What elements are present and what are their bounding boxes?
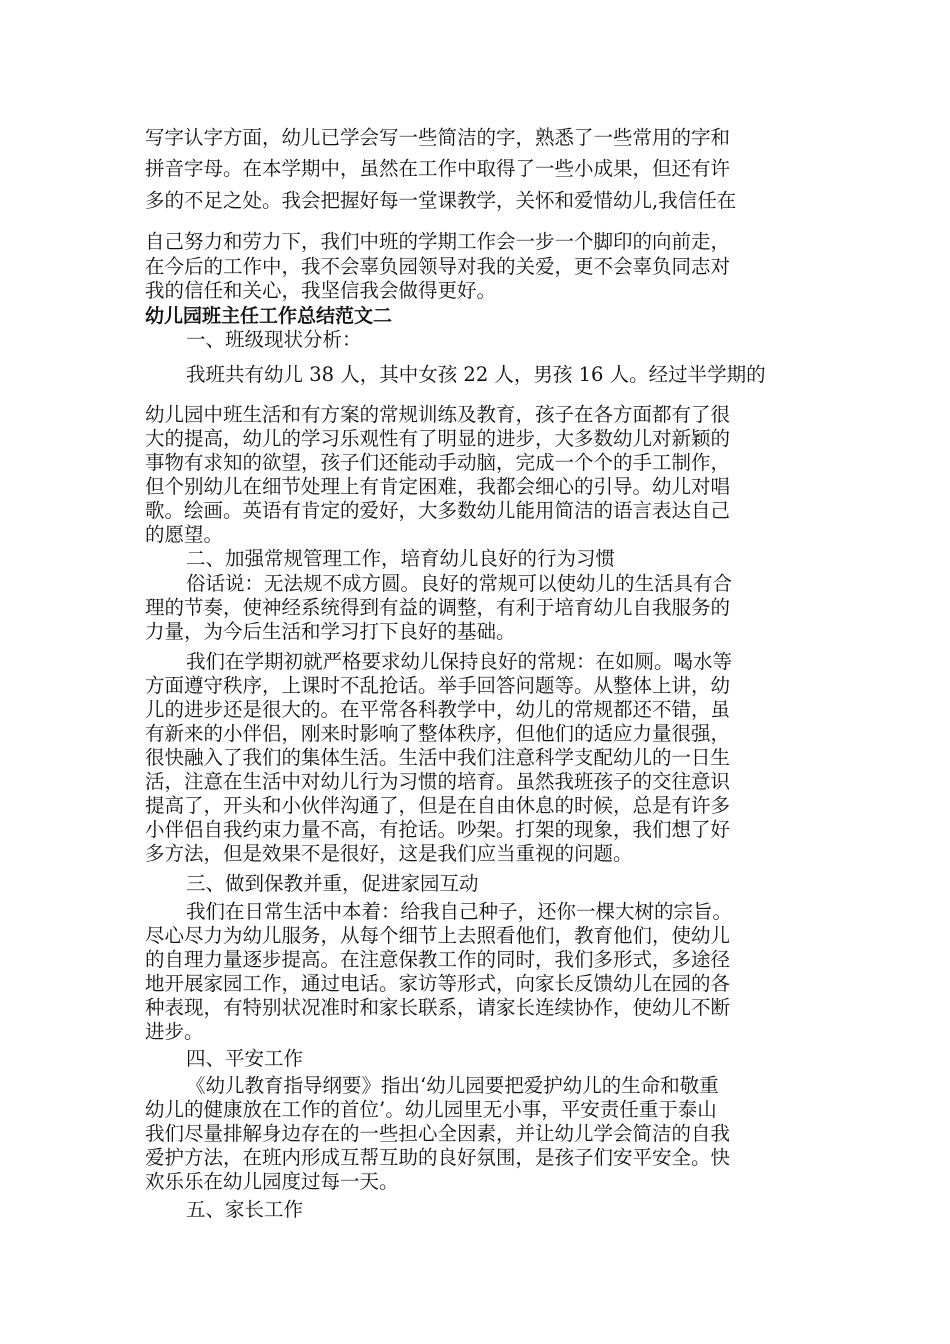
section-heading: 三、做到保教并重，促进家园互动: [186, 872, 479, 895]
text-line: 我们在学期初就严格要求幼儿保持良好的常规：在如厕。喝水等: [186, 650, 733, 673]
section-heading: 五、家长工作: [186, 1198, 304, 1221]
text-line: 我的信任和关心，我坚信我会做得更好。: [145, 279, 497, 302]
text-line: 自己努力和劳力下，我们中班的学期工作会一步一个脚印的向前走，: [145, 230, 731, 253]
text-line: 力量，为今后生活和学习打下良好的基础。: [145, 620, 516, 643]
section-heading: 四、平安工作: [186, 1047, 304, 1070]
text-line: 有新来的小伴侣，刚来时影响了整体秩序，但他们的适应力量很强，: [145, 722, 731, 745]
text-line: 很快融入了我们的集体生活。生活中我们注意科学支配幼儿的一日生: [145, 746, 731, 769]
text-line: 提高了，开头和小伙伴沟通了，但是在自由休息的时候，总是有许多: [145, 794, 731, 817]
text-line: 幼儿园中班生活和有方案的常规训练及教育，孩子在各方面都有了很: [145, 403, 731, 426]
text-line: 但个别幼儿在细节处理上有肯定困难，我都会细心的引导。幼儿对唱: [145, 475, 731, 498]
text-line: 种表现，有特别状况准时和家长联系，请家长连续协作，使幼儿不断: [145, 996, 731, 1019]
text-line: 小伴侣自我约束力量不高，有抢话。吵架。打架的现象，我们想了好: [145, 818, 731, 841]
section-heading: 一、班级现状分析：: [186, 328, 362, 351]
text-line: 进步。: [145, 1020, 204, 1043]
section-title: 幼儿园班主任工作总结范文二: [145, 305, 393, 327]
text-line: 地开展家园工作，通过电话。家访等形式，向家长反馈幼儿在园的各: [145, 972, 731, 995]
section-heading: 二、加强常规管理工作，培育幼儿良好的行为习惯: [186, 547, 616, 570]
text-line: 欢乐乐在幼儿园度过每一天。: [145, 1170, 399, 1193]
text-line: 在今后的工作中，我不会辜负园领导对我的关爱，更不会辜负同志对: [145, 255, 731, 278]
text-line: 的自理力量逐步提高。在注意保教工作的同时，我们多形式，多途径: [145, 948, 731, 971]
text-line: 歌。绘画。英语有肯定的爱好，大多数幼儿能用简洁的语言表达自己: [145, 499, 731, 522]
text-line: 事物有求知的欲望，孩子们还能动手动脑，完成一个个的手工制作，: [145, 451, 731, 474]
text-line: 儿的进步还是很大的。在平常各科教学中，幼儿的常规都还不错，虽: [145, 698, 731, 721]
text-line: 俗话说：无法规不成方圆。良好的常规可以使幼儿的生活具有合: [186, 572, 733, 595]
text-line: 的愿望。: [145, 523, 224, 546]
text-line: 爱护方法，在班内形成互帮互助的良好氛围，是孩子们安平安全。快: [145, 1146, 731, 1169]
text-line: 理的节奏，使神经系统得到有益的调整，有利于培育幼儿自我服务的: [145, 596, 731, 619]
text-line: 《幼儿教育指导纲要》指出‘幼儿园要把爱护幼儿的生命和敬重: [186, 1074, 719, 1097]
text-line: 幼儿的健康放在工作的首位’。幼儿园里无小事，平安责任重于泰山: [145, 1098, 717, 1121]
text-line: 写字认字方面，幼儿已学会写一些简洁的字，熟悉了一些常用的字和: [145, 126, 731, 149]
text-line: 我们在日常生活中本着：给我自己种子，还你一棵大树的宗旨。: [186, 900, 733, 923]
text-line: 活，注意在生活中对幼儿行为习惯的培育。虽然我班孩子的交往意识: [145, 770, 731, 793]
text-line: 方面遵守秩序，上课时不乱抢话。举手回答问题等。从整体上讲，幼: [145, 674, 731, 697]
text-line: 大的提高，幼儿的学习乐观性有了明显的进步，大多数幼儿对新颖的: [145, 427, 731, 450]
text-line: 尽心尽力为幼儿服务，从每个细节上去照看他们，教育他们，使幼儿: [145, 924, 731, 947]
text-line: 我班共有幼儿 38 人，其中女孩 22 人，男孩 16 人。经过半学期的: [186, 363, 766, 386]
text-line: 多方法，但是效果不是很好，这是我们应当重视的问题。: [145, 842, 633, 865]
text-line: 我们尽量排解身边存在的一些担心全因素，并让幼儿学会简洁的自我: [145, 1122, 731, 1145]
text-line: 拼音字母。在本学期中，虽然在工作中取得了一些小成果，但还有许: [145, 157, 731, 180]
text-line: 多的不足之处。我会把握好每一堂课教学，关怀和爱惜幼儿,我信任在: [145, 189, 737, 212]
